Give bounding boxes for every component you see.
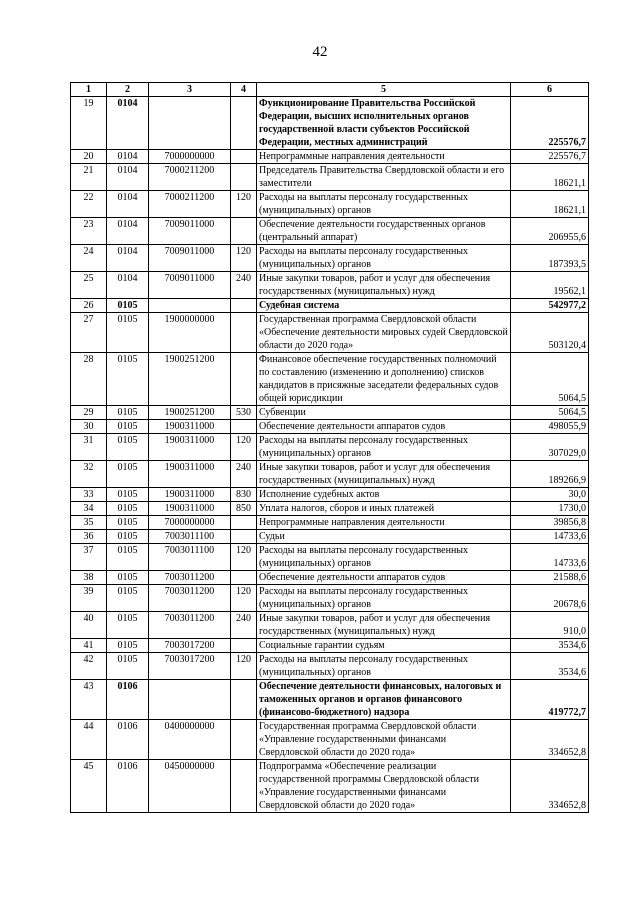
row-name: Обеспечение деятельности аппаратов судов [257,571,511,585]
expense-type-code: 240 [231,461,257,488]
row-number: 30 [71,420,107,434]
section-code: 0104 [107,150,149,164]
target-article-code [149,97,231,150]
row-number: 41 [71,639,107,653]
section-code: 0105 [107,530,149,544]
header-row [71,83,589,97]
table-row [71,313,589,353]
section-code: 0106 [107,720,149,760]
table-row [71,516,589,530]
expense-type-code: 240 [231,272,257,299]
row-amount: 30,0 [511,488,589,502]
row-number: 36 [71,530,107,544]
row-number: 37 [71,544,107,571]
row-number: 22 [71,191,107,218]
target-article-code: 7003017200 [149,653,231,680]
target-article-code: 7000211200 [149,191,231,218]
row-number: 31 [71,434,107,461]
expense-type-code [231,420,257,434]
budget-table [70,82,589,813]
section-code: 0105 [107,299,149,313]
section-code: 0105 [107,434,149,461]
section-code: 0105 [107,420,149,434]
target-article-code: 7003011200 [149,585,231,612]
row-name: Исполнение судебных актов [257,488,511,502]
target-article-code: 1900311000 [149,420,231,434]
expense-type-code [231,164,257,191]
header-col-4: 4 [231,83,257,97]
table-row [71,488,589,502]
target-article-code [149,680,231,720]
target-article-code: 7009011000 [149,218,231,245]
target-article-code: 7000211200 [149,164,231,191]
row-amount: 334652,8 [511,720,589,760]
table-row [71,272,589,299]
section-code: 0104 [107,245,149,272]
table-row [71,299,589,313]
expense-type-code [231,571,257,585]
row-amount: 5064,5 [511,353,589,406]
table-row [71,245,589,272]
row-name: Расходы на выплаты персоналу государственных (муниципальных) органов [257,585,511,612]
table-row [71,639,589,653]
row-name: Расходы на выплаты персоналу государственных (муниципальных) органов [257,245,511,272]
section-code: 0105 [107,516,149,530]
row-number: 20 [71,150,107,164]
table-row [71,653,589,680]
table-row [71,760,589,813]
table-row [71,420,589,434]
row-name: Социальные гарантии судьям [257,639,511,653]
expense-type-code [231,516,257,530]
target-article-code: 7003011200 [149,612,231,639]
table-row [71,544,589,571]
expense-type-code [231,353,257,406]
header-col-3: 3 [149,83,231,97]
row-amount: 5064,5 [511,406,589,420]
row-name: Подпрограмма «Обеспечение реализации государственной программы Свердловской области «Управление государственными финансами Свердловской области до 2020 года» [257,760,511,813]
row-name: Непрограммные направления деятельности [257,150,511,164]
page-number: 42 [312,44,328,60]
section-code: 0105 [107,461,149,488]
target-article-code: 1900311000 [149,434,231,461]
table-row [71,612,589,639]
target-article-code: 1900251200 [149,406,231,420]
row-name: Государственная программа Свердловской области «Управление государственными финансами Свердловской области до 2020 года» [257,720,511,760]
expense-type-code [231,639,257,653]
row-amount: 14733,6 [511,544,589,571]
section-code: 0105 [107,544,149,571]
row-number: 19 [71,97,107,150]
section-code: 0104 [107,164,149,191]
row-amount: 503120,4 [511,313,589,353]
expense-type-code [231,680,257,720]
row-amount: 189266,9 [511,461,589,488]
target-article-code: 7000000000 [149,150,231,164]
section-code: 0105 [107,488,149,502]
row-name: Финансовое обеспечение государственных полномочий по составлению (изменению и дополнению) списков кандидатов в присяжные заседатели федеральных судов общей юрисдикции [257,353,511,406]
section-code: 0104 [107,218,149,245]
row-name: Субвенции [257,406,511,420]
row-number: 42 [71,653,107,680]
section-code: 0104 [107,97,149,150]
row-amount: 18621,1 [511,191,589,218]
expense-type-code: 120 [231,653,257,680]
row-amount: 910,0 [511,612,589,639]
row-amount: 334652,8 [511,760,589,813]
target-article-code: 1900311000 [149,461,231,488]
row-name: Функционирование Правительства Российской Федерации, высших исполнительных органов государственной власти субъектов Российской Федерации, местных администраций [257,97,511,150]
row-number: 40 [71,612,107,639]
row-name: Председатель Правительства Свердловской области и его заместители [257,164,511,191]
section-code: 0105 [107,585,149,612]
target-article-code: 1900311000 [149,488,231,502]
table-row [71,191,589,218]
row-name: Расходы на выплаты персоналу государственных (муниципальных) органов [257,191,511,218]
section-code: 0106 [107,760,149,813]
table-row [71,406,589,420]
target-article-code: 1900311000 [149,502,231,516]
row-number: 28 [71,353,107,406]
expense-type-code: 120 [231,544,257,571]
row-number: 25 [71,272,107,299]
row-amount: 14733,6 [511,530,589,544]
header-col-2: 2 [107,83,149,97]
target-article-code: 1900000000 [149,313,231,353]
expense-type-code: 850 [231,502,257,516]
row-amount: 3534,6 [511,639,589,653]
expense-type-code [231,720,257,760]
table-row [71,530,589,544]
expense-type-code: 830 [231,488,257,502]
row-number: 43 [71,680,107,720]
expense-type-code: 530 [231,406,257,420]
expense-type-code: 120 [231,245,257,272]
expense-type-code: 120 [231,434,257,461]
table-row [71,585,589,612]
row-name: Судебная система [257,299,511,313]
section-code: 0105 [107,313,149,353]
row-name: Обеспечение деятельности финансовых, налоговых и таможенных органов и органов финансового (финансово-бюджетного) надзора [257,680,511,720]
row-amount: 225576,7 [511,97,589,150]
row-number: 27 [71,313,107,353]
table-row [71,502,589,516]
row-name: Иные закупки товаров, работ и услуг для обеспечения государственных (муниципальных) нужд [257,612,511,639]
row-name: Обеспечение деятельности аппаратов судов [257,420,511,434]
row-amount: 225576,7 [511,150,589,164]
row-amount: 39856,8 [511,516,589,530]
expense-type-code: 240 [231,612,257,639]
expense-type-code [231,313,257,353]
row-amount: 187393,5 [511,245,589,272]
expense-type-code: 120 [231,191,257,218]
row-number: 21 [71,164,107,191]
row-name: Судьи [257,530,511,544]
section-code: 0105 [107,502,149,516]
row-number: 35 [71,516,107,530]
table-row [71,150,589,164]
row-name: Государственная программа Свердловской области «Обеспечение деятельности мировых судей Свердловской области до 2020 года» [257,313,511,353]
row-name: Уплата налогов, сборов и иных платежей [257,502,511,516]
section-code: 0105 [107,353,149,406]
row-name: Иные закупки товаров, работ и услуг для обеспечения государственных (муниципальных) нужд [257,272,511,299]
section-code: 0105 [107,406,149,420]
row-amount: 18621,1 [511,164,589,191]
section-code: 0105 [107,653,149,680]
table-row [71,680,589,720]
expense-type-code [231,97,257,150]
table-row [71,97,589,150]
row-number: 24 [71,245,107,272]
row-amount: 21588,6 [511,571,589,585]
expense-type-code [231,150,257,164]
row-amount: 1730,0 [511,502,589,516]
row-number: 44 [71,720,107,760]
target-article-code: 7000000000 [149,516,231,530]
expense-type-code [231,760,257,813]
table-row [71,571,589,585]
row-number: 33 [71,488,107,502]
target-article-code: 7003011100 [149,544,231,571]
target-article-code: 0450000000 [149,760,231,813]
header-col-5: 5 [257,83,511,97]
table-row [71,353,589,406]
target-article-code [149,299,231,313]
section-code: 0106 [107,680,149,720]
expense-type-code: 120 [231,585,257,612]
target-article-code: 1900251200 [149,353,231,406]
section-code: 0104 [107,191,149,218]
target-article-code: 0400000000 [149,720,231,760]
row-amount: 419772,7 [511,680,589,720]
section-code: 0105 [107,571,149,585]
row-number: 26 [71,299,107,313]
target-article-code: 7003017200 [149,639,231,653]
row-number: 39 [71,585,107,612]
table-row [71,164,589,191]
row-name: Иные закупки товаров, работ и услуг для обеспечения государственных (муниципальных) нужд [257,461,511,488]
row-name: Расходы на выплаты персоналу государственных (муниципальных) органов [257,653,511,680]
table-row [71,720,589,760]
header-col-6: 6 [511,83,589,97]
row-name: Непрограммные направления деятельности [257,516,511,530]
section-code: 0104 [107,272,149,299]
expense-type-code [231,299,257,313]
row-amount: 19562,1 [511,272,589,299]
target-article-code: 7003011100 [149,530,231,544]
section-code: 0105 [107,612,149,639]
row-number: 23 [71,218,107,245]
target-article-code: 7009011000 [149,272,231,299]
row-amount: 20678,6 [511,585,589,612]
table-row [71,434,589,461]
expense-type-code [231,218,257,245]
row-name: Расходы на выплаты персоналу государственных (муниципальных) органов [257,544,511,571]
target-article-code: 7003011200 [149,571,231,585]
row-amount: 498055,9 [511,420,589,434]
row-number: 45 [71,760,107,813]
table-row [71,461,589,488]
row-amount: 307029,0 [511,434,589,461]
expense-type-code [231,530,257,544]
row-name: Обеспечение деятельности государственных органов (центральный аппарат) [257,218,511,245]
section-code: 0105 [107,639,149,653]
target-article-code: 7009011000 [149,245,231,272]
table-row [71,218,589,245]
row-number: 34 [71,502,107,516]
row-amount: 542977,2 [511,299,589,313]
header-col-1: 1 [71,83,107,97]
row-amount: 206955,6 [511,218,589,245]
row-number: 32 [71,461,107,488]
row-number: 29 [71,406,107,420]
row-amount: 3534,6 [511,653,589,680]
row-name: Расходы на выплаты персоналу государственных (муниципальных) органов [257,434,511,461]
row-number: 38 [71,571,107,585]
